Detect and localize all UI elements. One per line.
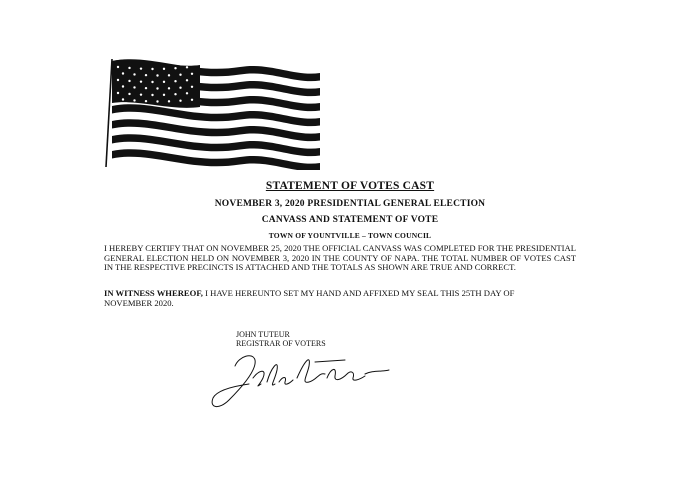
flag-star bbox=[168, 87, 170, 89]
american-flag-icon bbox=[100, 55, 325, 170]
flag-star bbox=[133, 73, 135, 75]
handwritten-signature bbox=[205, 348, 405, 418]
election-subtitle: NOVEMBER 3, 2020 PRESIDENTIAL GENERAL ELECTION bbox=[214, 199, 486, 209]
flag-star bbox=[117, 66, 119, 68]
flag-star bbox=[140, 93, 142, 95]
flag-star bbox=[122, 85, 124, 87]
flag-star bbox=[122, 98, 124, 100]
flag-star bbox=[140, 67, 142, 69]
flag-star bbox=[122, 72, 124, 74]
flag-star bbox=[133, 99, 135, 101]
flag-star bbox=[174, 80, 176, 82]
flag-star bbox=[133, 86, 135, 88]
flag-star bbox=[179, 99, 181, 101]
flag-star bbox=[156, 74, 158, 76]
flag-star bbox=[151, 94, 153, 96]
flag-star bbox=[128, 80, 130, 82]
flag-star bbox=[174, 67, 176, 69]
flag-star bbox=[163, 68, 165, 70]
document-title: STATEMENT OF VOTES CAST bbox=[265, 180, 435, 192]
flag-star bbox=[163, 81, 165, 83]
canvass-heading: CANVASS AND STATEMENT OF VOTE bbox=[261, 215, 439, 225]
flag-star bbox=[128, 67, 130, 69]
witness-text: I HAVE HEREUNTO SET MY HAND AND AFFIXED MY SEAL THIS 25TH DAY OF NOVEMBER 2020. bbox=[104, 288, 515, 308]
flag-star bbox=[156, 87, 158, 89]
flag-star bbox=[186, 79, 188, 81]
flag-star bbox=[145, 100, 147, 102]
flag-star bbox=[117, 79, 119, 81]
flag-star bbox=[151, 68, 153, 70]
jurisdiction-heading: TOWN OF YOUNTVILLE – TOWN COUNCIL bbox=[268, 231, 432, 240]
flag-star bbox=[168, 100, 170, 102]
flag-star bbox=[179, 73, 181, 75]
witness-paragraph bbox=[104, 289, 544, 308]
flag-star bbox=[191, 86, 193, 88]
flag-star bbox=[191, 73, 193, 75]
flag-star bbox=[179, 86, 181, 88]
flag-star bbox=[186, 66, 188, 68]
flag-star bbox=[145, 74, 147, 76]
flag-star bbox=[191, 99, 193, 101]
flag-star bbox=[174, 93, 176, 95]
certification-paragraph: I HEREBY CERTIFY THAT ON NOVEMBER 25, 2020 THE OFFICIAL CANVASS WAS COMPLETED FOR THE PRESIDENTIAL GENERAL ELECTION HELD ON NOVEMBER 3, 2020 IN THE COUNTY OF NAPA. THE TOTAL NUMBER OF VOTES CAST IN THE RESPECTIVE PRECINCTS IS ATTACHED AND THE TOTALS AS SHOWN ARE TRUE AND CORRECT. bbox=[104, 243, 576, 272]
flag-star bbox=[186, 92, 188, 94]
witness-lead: IN WITNESS WHEREOF, bbox=[104, 288, 203, 298]
flag-star bbox=[140, 80, 142, 82]
flag-star bbox=[156, 100, 158, 102]
flag-star bbox=[168, 74, 170, 76]
registrar-name: JOHN TUTEUR bbox=[236, 330, 290, 339]
flag-star bbox=[145, 87, 147, 89]
flag-star bbox=[128, 93, 130, 95]
flag-star bbox=[163, 94, 165, 96]
flag-star bbox=[117, 92, 119, 94]
registrar-title: REGISTRAR OF VOTERS bbox=[236, 339, 326, 348]
flag-star bbox=[151, 81, 153, 83]
